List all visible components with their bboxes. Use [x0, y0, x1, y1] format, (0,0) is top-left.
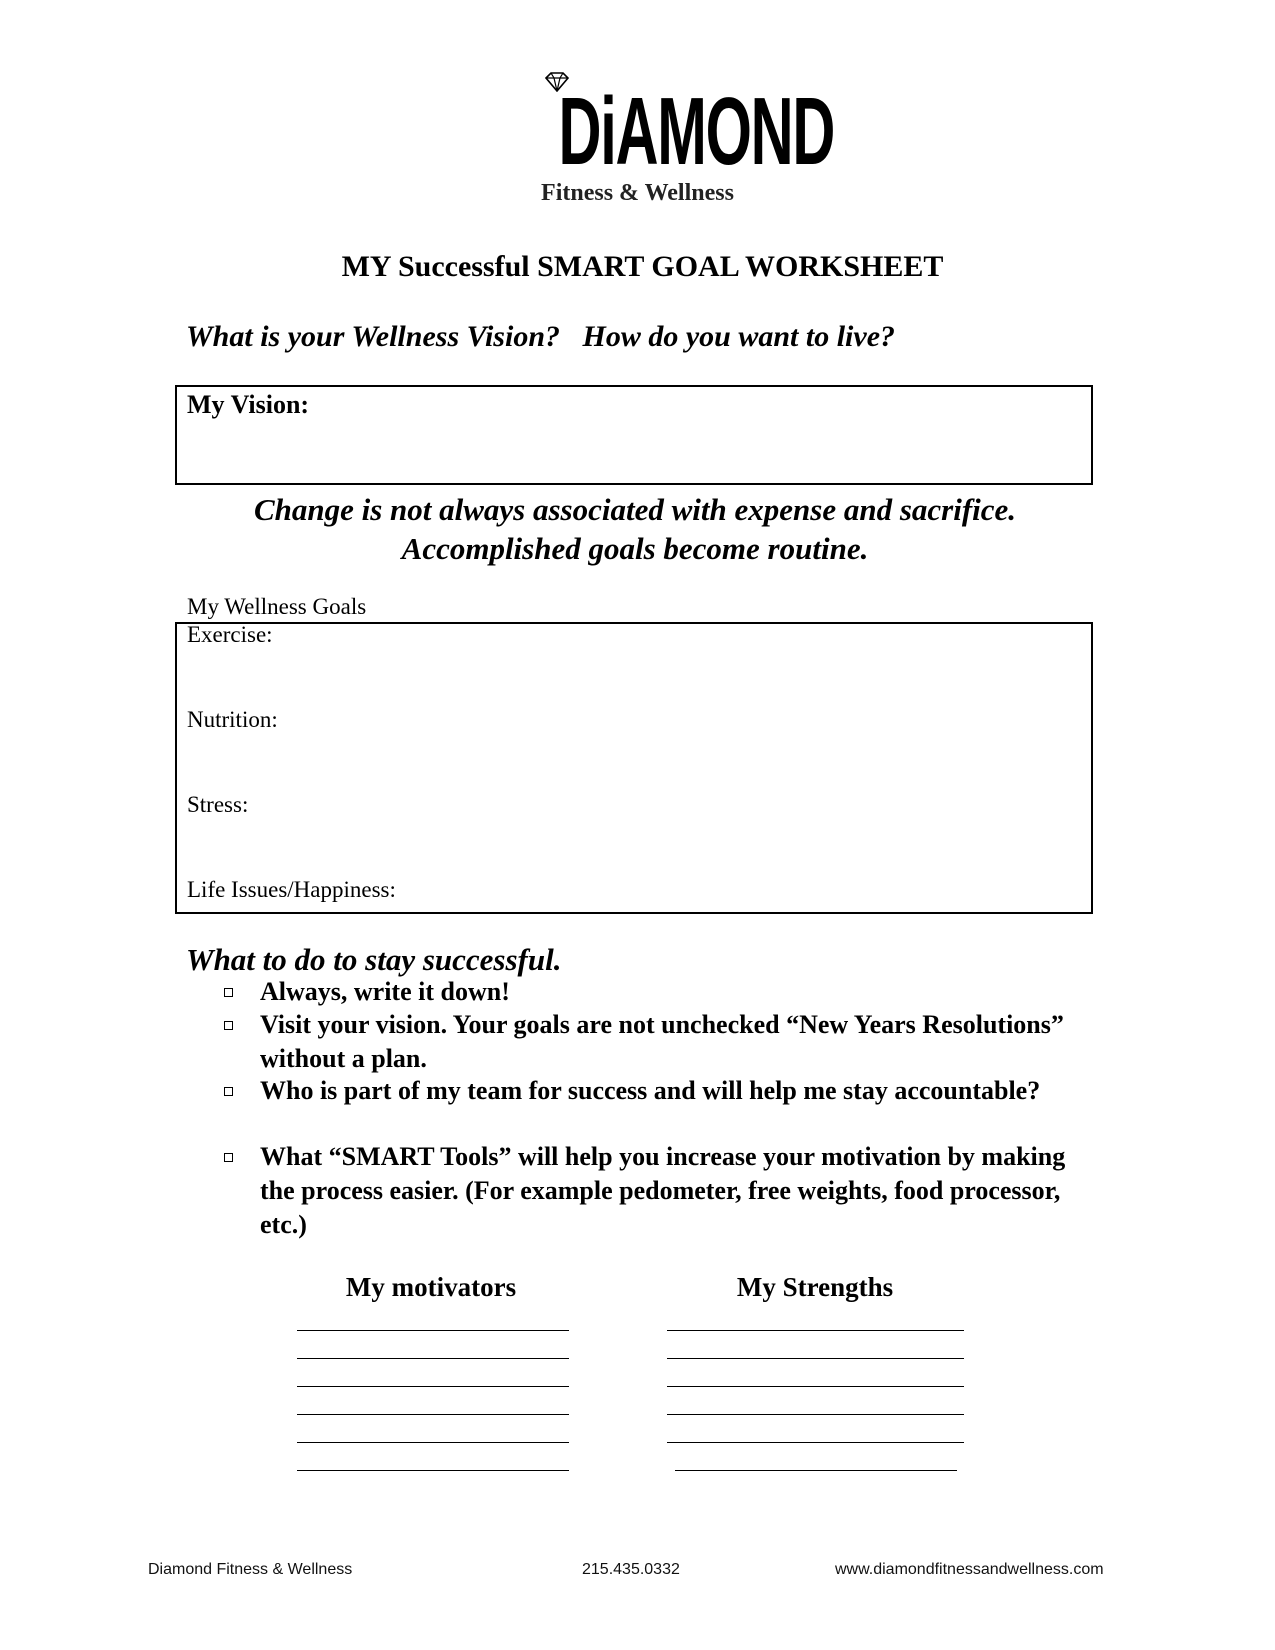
- checkbox-icon[interactable]: [224, 1153, 233, 1162]
- footer-company: Diamond Fitness & Wellness: [148, 1561, 353, 1578]
- footer-website[interactable]: www.diamondfitnessandwellness.com: [835, 1561, 1104, 1578]
- checklist-item-text: What “SMART Tools” will help you increase your motivation by making the process easier. (For example pedometer, free weights, food processor, etc.): [260, 1142, 1066, 1239]
- goal-stress-label: Stress:: [187, 792, 249, 817]
- motivators-heading: My motivators: [345, 1272, 517, 1302]
- stay-successful-heading: What to do to stay successful.: [186, 942, 562, 977]
- goal-exercise-label: Exercise:: [187, 622, 273, 647]
- quote-line-1: Change is not always associated with expense and sacrifice.: [253, 492, 1017, 527]
- logo-subtitle: Fitness & Wellness: [541, 180, 734, 206]
- motivator-line[interactable]: [297, 1442, 569, 1443]
- goal-life-issues-label: Life Issues/Happiness:: [187, 877, 396, 902]
- checkbox-icon[interactable]: [224, 988, 233, 997]
- wellness-goals-box[interactable]: [175, 622, 1093, 914]
- checklist-item-text: Who is part of my team for success and will help me stay accountable?: [260, 1076, 1041, 1105]
- strength-line[interactable]: [667, 1442, 964, 1443]
- motivational-quote: [170, 490, 1100, 568]
- page-title: MY Successful SMART GOAL WORKSHEET: [341, 250, 944, 283]
- strength-line[interactable]: [667, 1386, 964, 1387]
- motivator-line[interactable]: [297, 1414, 569, 1415]
- goal-nutrition-label: Nutrition:: [187, 707, 278, 732]
- vision-label: My Vision:: [187, 390, 310, 419]
- strengths-heading: My Strengths: [736, 1272, 894, 1302]
- strength-line[interactable]: [667, 1414, 964, 1415]
- quote-line-2: Accomplished goals become routine.: [401, 531, 869, 566]
- checkbox-icon[interactable]: [224, 1021, 233, 1030]
- motivator-line[interactable]: [297, 1386, 569, 1387]
- checkbox-icon[interactable]: [224, 1087, 233, 1096]
- company-logo: [510, 72, 835, 207]
- logo-wordmark: DiAMOND: [558, 78, 835, 185]
- motivator-line[interactable]: [297, 1330, 569, 1331]
- checklist-item-text: Visit your vision. Your goals are not unchecked “New Years Resolutions” without a plan.: [260, 1010, 1064, 1073]
- strength-line[interactable]: [675, 1470, 957, 1471]
- motivator-line[interactable]: [297, 1358, 569, 1359]
- motivator-line[interactable]: [297, 1470, 569, 1471]
- checklist-item-text: Always, write it down!: [260, 977, 510, 1006]
- footer-phone: 215.435.0332: [582, 1561, 680, 1578]
- vision-box[interactable]: [175, 385, 1093, 485]
- strength-line[interactable]: [667, 1358, 964, 1359]
- strength-line[interactable]: [667, 1330, 964, 1331]
- wellness-goals-heading: My Wellness Goals: [187, 594, 367, 619]
- vision-question: What is your Wellness Vision? How do you want to live?: [186, 320, 896, 353]
